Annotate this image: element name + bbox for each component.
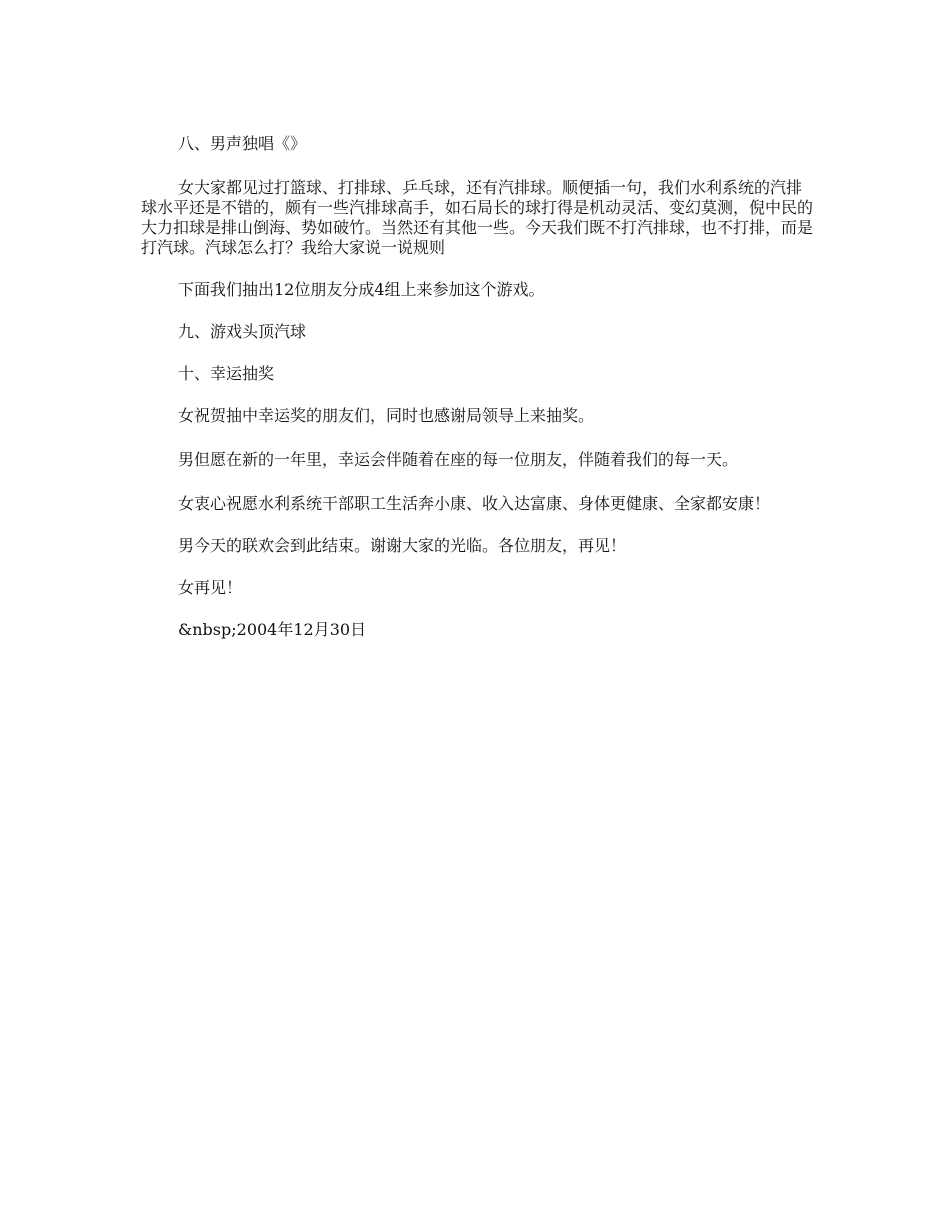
section-heading-lucky-draw: 十、幸运抽奖 [178,364,275,383]
paragraph-blessing: 女衷心祝愿水利系统干部职工生活奔小康、收入达富康、身体更健康、全家都安康！ [178,494,771,513]
paragraph-closing: 男今天的联欢会到此结束。谢谢大家的光临。各位朋友，再见！ [178,536,627,555]
paragraph-congratulations: 女祝贺抽中幸运奖的朋友们，同时也感谢局领导上来抽奖。 [178,406,595,425]
section-heading-balloon-game: 九、游戏头顶汽球 [178,322,307,341]
document-body [141,134,813,640]
paragraph-goodbye: 女再见！ [178,578,243,597]
paragraph-new-year-wish: 男但愿在新的一年里，幸运会伴随着在座的每一位朋友，伴随着我们的每一天。 [178,450,739,469]
document-date: &nbsp;2004年12月30日 [178,620,367,639]
paragraph-draw-participants: 下面我们抽出12位朋友分成4组上来参加这个游戏。 [178,280,545,299]
section-heading-male-solo: 八、男声独唱《》 [178,134,307,153]
paragraph-balloon-game-intro: 女大家都见过打篮球、打排球、乒乓球，还有汽排球。顺便插一句，我们水利系统的汽排球水平还是不错的，颇有一些汽排球高手，如石局长的球打得是机动灵活、变幻莫测，倪中民的大力扣球是排山倒海、势如破竹。当然还有其他一些。今天我们既不打汽排球，也不打排，而是打汽球。汽球怎么打？我给大家说一说规则 [141,178,814,257]
